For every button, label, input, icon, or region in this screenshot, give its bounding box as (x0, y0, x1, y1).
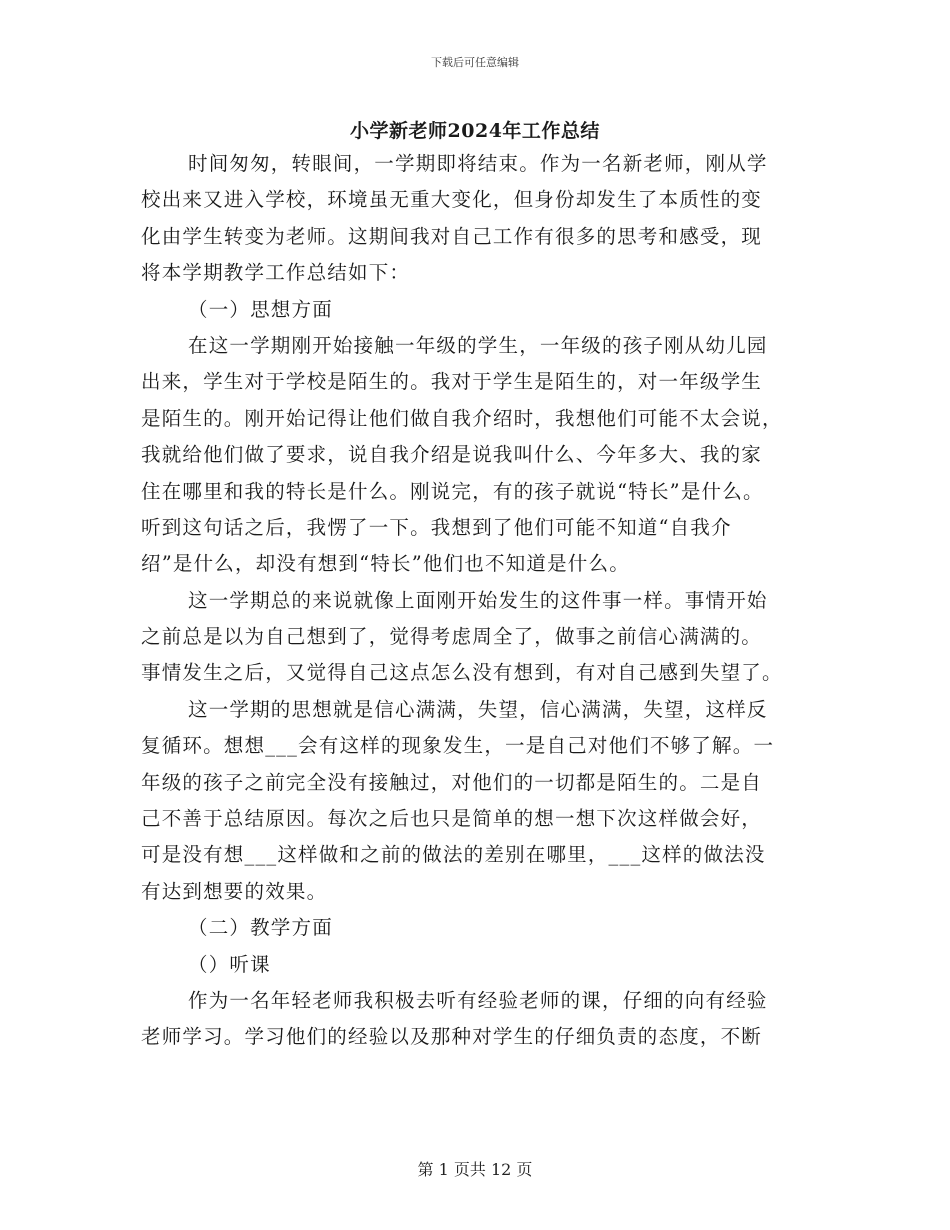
text-line: 住在哪里和我的特长是什么。刚说完，有的孩子就说“特长”是什么。 (141, 479, 764, 503)
text-line: 事情发生之后，又觉得自己这点怎么没有想到，有对自己感到失望了。 (141, 661, 783, 685)
text-line: 我就给他们做了要求，说自我介绍是说我叫什么、今年多大、我的家 (141, 443, 763, 467)
text-line: 校出来又进入学校，环境虽无重大变化，但身份却发生了本质性的变 (141, 188, 763, 212)
text-line: 作为一名年轻老师我积极去听有经验老师的课，仔细的向有经验 (188, 988, 768, 1012)
text-line: 可是没有想___这样做和之前的做法的差别在哪里，___这样的做法没 (141, 843, 766, 867)
text-line: 在这一学期刚开始接触一年级的学生，一年级的孩子刚从幼儿园 (188, 333, 768, 357)
page-header-note: 下载后可任意编辑 (431, 56, 519, 69)
page-number-footer: 第 1 页共 12 页 (417, 1160, 533, 1179)
text-line: 这一学期的思想就是信心满满，失望，信心满满，失望，这样反 (188, 697, 768, 721)
document-body (141, 146, 811, 1056)
text-line: 有达到想要的效果。 (141, 879, 328, 903)
text-line: 复循环。想想___会有这样的现象发生，一是自己对他们不够了解。一 (141, 734, 775, 758)
text-line: 年级的孩子之前完全没有接触过，对他们的一切都是陌生的。二是自 (141, 770, 763, 794)
text-line: 之前总是以为自己想到了，觉得考虑周全了，做事之前信心满满的。 (141, 625, 763, 649)
text-line: 老师学习。学习他们的经验以及那种对学生的仔细负责的态度，不断 (141, 1025, 763, 1049)
text-line: 听到这句话之后，我愣了一下。我想到了他们可能不知道“自我介 (141, 515, 732, 539)
text-line: 化由学生转变为老师。这期间我对自己工作有很多的思考和感受，现 (141, 224, 763, 248)
text-line: 绍”是什么，却没有想到“特长”他们也不知道是什么。 (141, 552, 630, 576)
text-line: （一）思想方面 (188, 297, 333, 321)
text-line: 时间匆匆，转眼间，一学期即将结束。作为一名新老师，刚从学 (188, 152, 768, 175)
text-line: 这一学期总的来说就像上面刚开始发生的这件事一样。事情开始 (188, 588, 768, 612)
text-line: 己不善于总结原因。每次之后也只是简单的想一想下次这样做会好， (141, 807, 763, 831)
document-title: 小学新老师2024年工作总结 (350, 120, 600, 142)
text-line: 是陌生的。刚开始记得让他们做自我介绍时，我想他们可能不太会说， (141, 406, 783, 430)
text-line: （二）教学方面 (188, 916, 333, 940)
text-line: 将本学期教学工作总结如下： (141, 261, 411, 285)
text-line: 出来，学生对于学校是陌生的。我对于学生是陌生的，对一年级学生 (141, 370, 763, 394)
text-line: （）听课 (188, 952, 271, 976)
